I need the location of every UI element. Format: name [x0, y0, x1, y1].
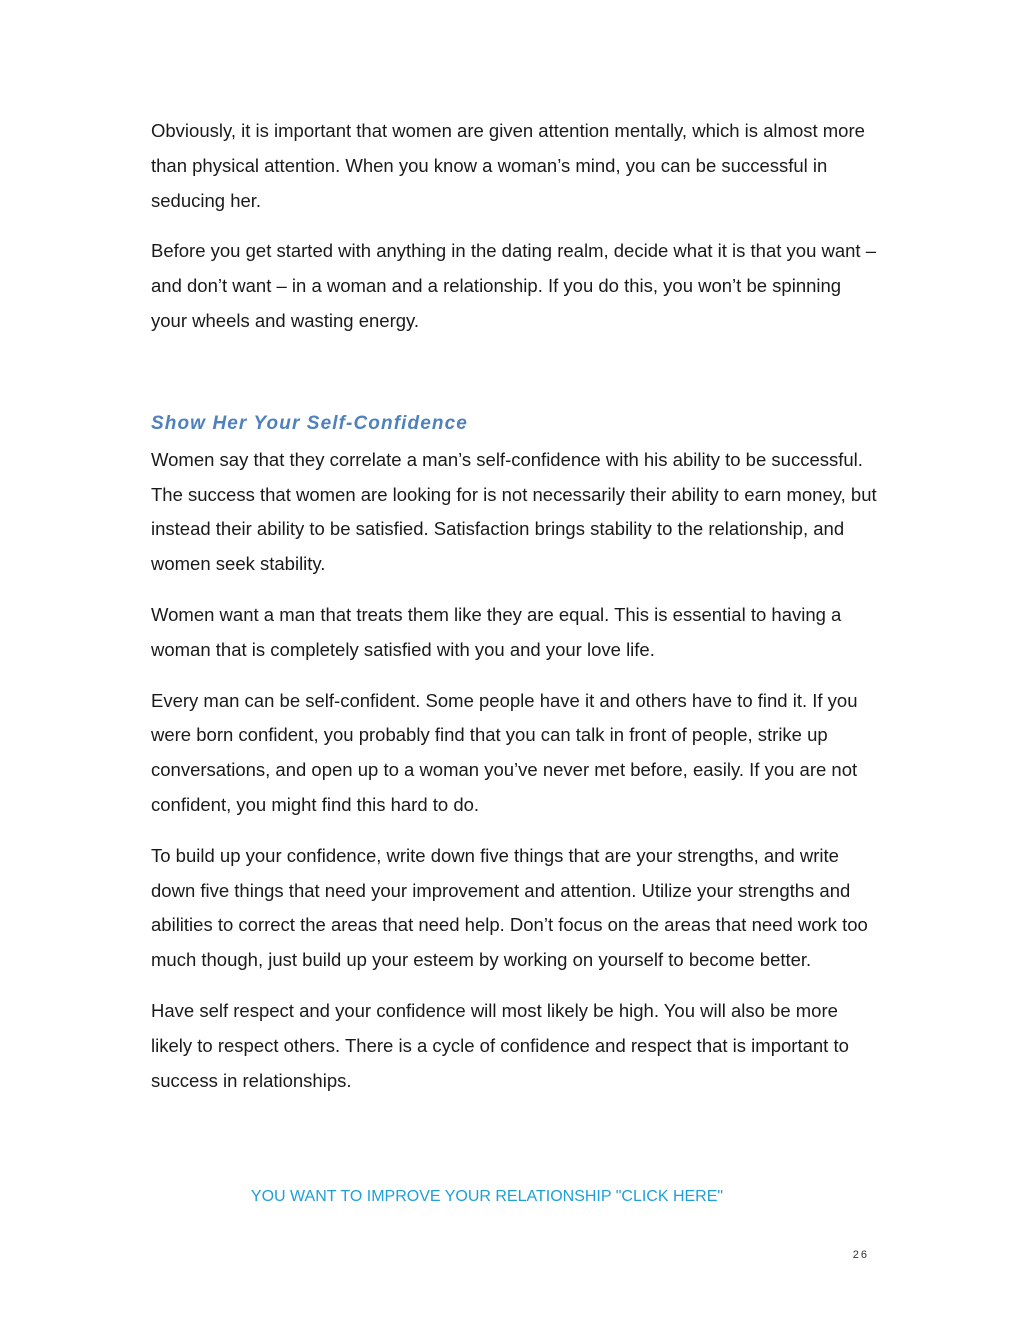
body-paragraph: Women say that they correlate a man’s self-confidence with his ability to be successful. The success that women are looking for is not necessarily their ability to earn money, but instead their ability to be satisfied. Satisfaction brings stability to the relationship, and women seek stability.: [151, 448, 877, 575]
body-paragraph: Before you get started with anything in the dating realm, decide what it is that you want – and don’t want – in a woman and a relationship. If you do this, you won’t be spinning your wheels and wasting energy.: [151, 240, 877, 331]
improve-relationship-link[interactable]: YOU WANT TO IMPROVE YOUR RELATIONSHIP "CLICK HERE": [250, 1188, 724, 1205]
body-paragraph: Obviously, it is important that women are given attention mentally, which is almost more than physical attention. When you know a woman’s mind, you can be successful in seducing her.: [151, 120, 865, 211]
section-spacer: [151, 355, 881, 407]
page-number: 26: [852, 1249, 869, 1261]
body-paragraph: Every man can be self-confident. Some people have it and others have to find it. If you were born confident, you probably find that you can talk in front of people, strike up conversations, and open up to a woman you’ve never met before, easily. If you are not confident, you might find this hard to do.: [151, 689, 858, 815]
body-paragraph: Women want a man that treats them like they are equal. This is essential to having a woman that is completely satisfied with you and your love life.: [151, 603, 842, 660]
body-paragraph: To build up your confidence, write down five things that are your strengths, and write down five things that need your improvement and attention. Utilize your strengths and abilities to correct the areas that need help. Don’t focus on the areas that need work too much though, just build up your esteem by working on yourself to become better.: [151, 844, 868, 971]
body-paragraph: Have self respect and your confidence will most likely be high. You will also be more likely to respect others. There is a cycle of confidence and respect that is important to success in relationships.: [151, 999, 849, 1091]
section-heading: Show Her Your Self-Confidence: [151, 412, 468, 434]
document-page: [151, 114, 881, 1114]
